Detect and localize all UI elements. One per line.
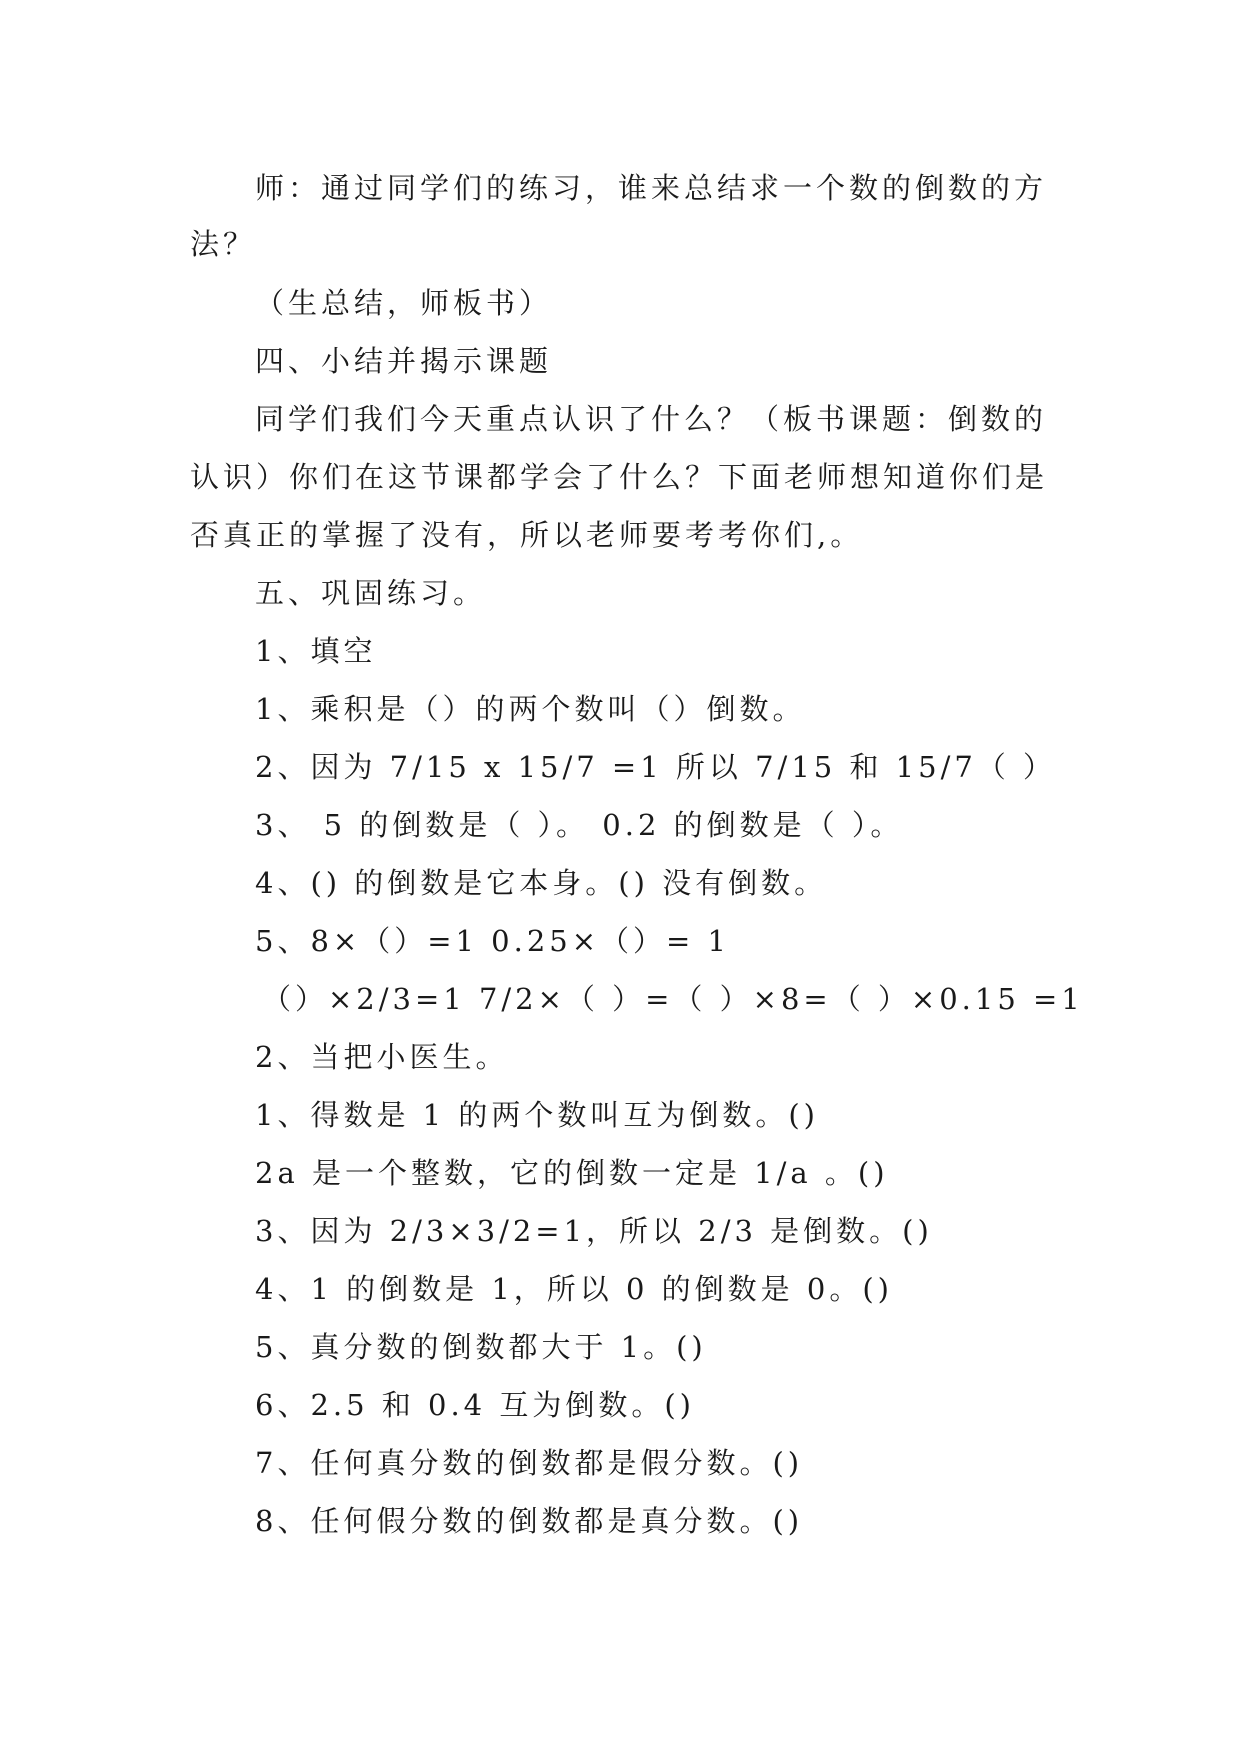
exercise-item-1: 1、乘积是（）的两个数叫（）倒数。 xyxy=(255,692,806,726)
exercise-heading-true-false: 2、当把小医生。 xyxy=(255,1040,509,1074)
judge-item-5: 5、真分数的倒数都大于 1。() xyxy=(255,1330,707,1364)
paragraph-review-question: 同学们我们今天重点认识了什么？（板书课题：倒数的 xyxy=(255,402,1048,436)
judge-item-1: 1、得数是 1 的两个数叫互为倒数。() xyxy=(255,1098,819,1132)
paragraph-summary-question-cont: 法？ xyxy=(190,227,257,261)
judge-item-2: 2a 是一个整数，它的倒数一定是 1/a 。() xyxy=(255,1156,889,1190)
paragraph-student-summary: （生总结，师板书） xyxy=(255,286,553,320)
judge-item-3: 3、因为 2/3×3/2=1，所以 2/3 是倒数。() xyxy=(255,1214,933,1248)
judge-item-6: 6、2.5 和 0.4 互为倒数。() xyxy=(255,1388,695,1422)
exercise-item-4: 4、() 的倒数是它本身。() 没有倒数。 xyxy=(255,866,828,900)
exercise-item-5-cont: （）×2/3=1 7/2×（ ）=（ ）×8=（ ）×0.15 =1 xyxy=(262,982,1084,1016)
exercise-item-2: 2、因为 7/15 x 15/7 =1 所以 7/15 和 15/7（ ） xyxy=(255,750,1057,784)
exercise-heading-fill-blank: 1、填空 xyxy=(255,634,377,668)
section-heading-practice: 五、巩固练习。 xyxy=(255,576,487,610)
paragraph-review-question-cont2: 否真正的掌握了没有，所以老师要考考你们,。 xyxy=(190,518,864,552)
judge-item-7: 7、任何真分数的倒数都是假分数。() xyxy=(255,1446,804,1480)
paragraph-summary-question: 师：通过同学们的练习，谁来总结求一个数的倒数的方 xyxy=(255,171,1048,205)
paragraph-review-question-cont1: 认识）你们在这节课都学会了什么？下面老师想知道你们是 xyxy=(190,460,1049,494)
judge-item-8: 8、任何假分数的倒数都是真分数。() xyxy=(255,1504,804,1538)
judge-item-4: 4、1 的倒数是 1，所以 0 的倒数是 0。() xyxy=(255,1272,893,1306)
exercise-item-5: 5、8×（）=1 0.25×（）= 1 xyxy=(255,924,731,958)
exercise-item-3: 3、 5 的倒数是（ ）。 0.2 的倒数是（ ）。 xyxy=(255,808,904,842)
section-heading-summary: 四、小结并揭示课题 xyxy=(255,344,553,378)
